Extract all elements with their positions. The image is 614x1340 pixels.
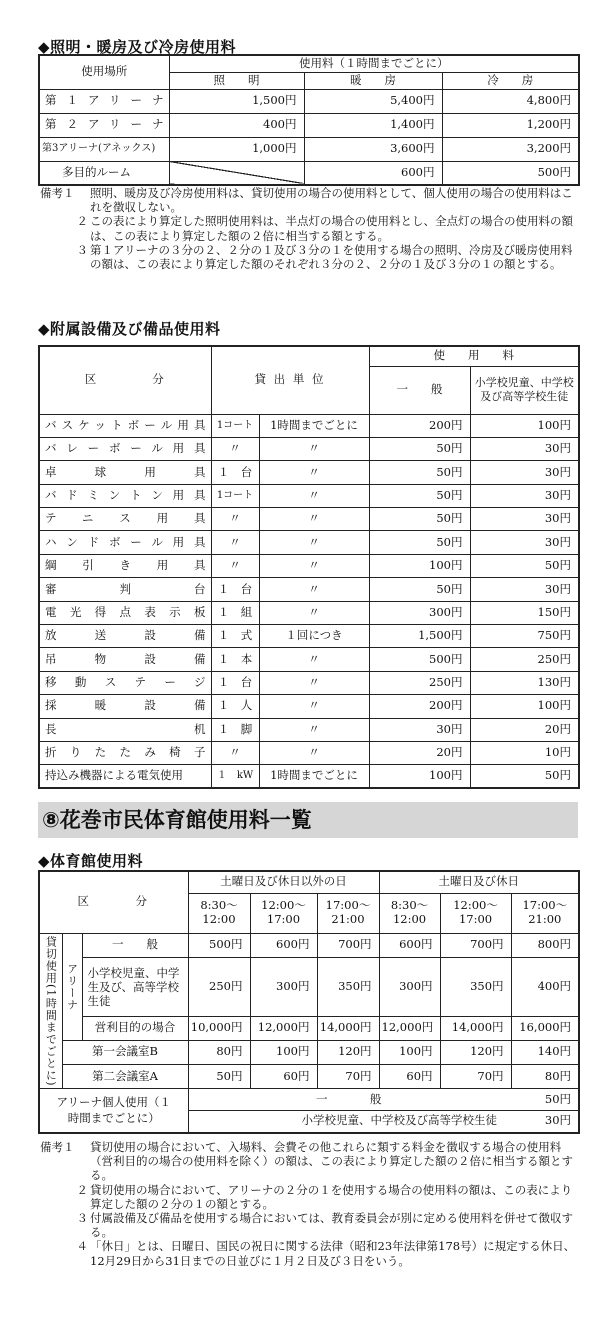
table-row	[39, 765, 579, 788]
student-fee: 50円	[470, 554, 579, 577]
fee-cell: 100円	[379, 1040, 440, 1064]
table-row	[39, 414, 579, 437]
light-cell: 1,000円	[169, 137, 304, 161]
table-row	[39, 1064, 579, 1088]
unit-b: 〃	[259, 461, 369, 484]
col-heat: 暖 房	[304, 72, 442, 89]
table-row	[39, 933, 579, 957]
place-cell: 多目的ルーム	[39, 161, 169, 185]
table-row	[39, 718, 579, 741]
light-cell: 400円	[169, 113, 304, 137]
gym-heading: ◆体育館使用料	[38, 852, 144, 870]
lighting-notes	[40, 186, 580, 272]
unit-a: 〃	[211, 741, 259, 764]
table-row	[39, 437, 579, 460]
place-cell: 第１アリーナ	[39, 89, 169, 113]
note-label: 備考１	[40, 186, 75, 200]
equipment-name: 採暖設備	[39, 695, 211, 718]
empty-diagonal-cell	[169, 161, 304, 185]
student-fee: 30円	[470, 461, 579, 484]
slot-header: 8:30～12:00	[188, 893, 250, 933]
slot-header: 17:00～21:00	[317, 893, 379, 933]
note-label: ４	[76, 1239, 88, 1254]
fee-cell: 50円	[188, 1064, 250, 1088]
general-fee: 1,500円	[369, 625, 470, 648]
cool-cell: 500円	[442, 161, 579, 185]
equipment-name: 審判台	[39, 578, 211, 601]
student-fee: 30円	[470, 484, 579, 507]
fee-cell: 12,000円	[379, 1016, 440, 1040]
table-row	[39, 601, 579, 624]
student-fee: 30円	[470, 437, 579, 460]
table-row	[39, 137, 579, 161]
cool-cell: 1,200円	[442, 113, 579, 137]
student-fee: 100円	[470, 414, 579, 437]
unit-a: １ 台	[211, 671, 259, 694]
heat-cell: 5,400円	[304, 89, 442, 113]
fee-cell: 100円	[250, 1040, 317, 1064]
note-label: ２	[76, 1182, 88, 1197]
unit-a: 1コート	[211, 414, 259, 437]
table-row	[39, 554, 579, 577]
equipment-name: バドミントン用具	[39, 484, 211, 507]
general-fee: 50円	[369, 461, 470, 484]
fee-cell: 10,000円	[188, 1016, 250, 1040]
note-item	[40, 186, 580, 215]
equipment-name: 持込み機器による電気使用	[39, 765, 211, 788]
general-fee: 50円	[369, 437, 470, 460]
unit-b: 〃	[259, 554, 369, 577]
unit-b: 〃	[259, 578, 369, 601]
fee-cell: 80円	[511, 1064, 579, 1088]
col-weekend: 土曜日及び休日	[379, 871, 579, 893]
row-label: 小学校児童、中学生及び、高等学校生徒	[82, 957, 188, 1016]
table-row	[39, 113, 579, 137]
place-cell: 第3アリーナ(アネックス)	[39, 137, 169, 161]
fee-cell: 350円	[317, 957, 379, 1016]
note-item	[62, 214, 580, 242]
student-fee: 30円	[470, 508, 579, 531]
general-fee: 100円	[369, 765, 470, 788]
unit-a: １ 台	[211, 578, 259, 601]
col-kubun: 区 分	[39, 346, 211, 414]
general-fee: 100円	[369, 554, 470, 577]
table-row	[39, 89, 579, 113]
table-row	[39, 1089, 579, 1111]
student-fee: 30円	[470, 578, 579, 601]
individual-student-label: 小学校児童、中学校及び高等学校生徒	[188, 1111, 511, 1133]
note-text: 第１アリーナの３分の２、２分の１及び３分の１を使用する場合の照明、冷房及び暖房使用料の額は、この表により算定した額のそれぞれ３分の２、２分の１及び３分の１の額とする。	[90, 242, 573, 272]
col-place: 使用場所	[39, 55, 169, 89]
lighting-heading: ◆照明・暖房及び冷房使用料	[38, 38, 237, 56]
note-label: ３	[76, 242, 88, 257]
equipment-name: バレーボール用具	[39, 437, 211, 460]
equipment-name: テニス用具	[39, 508, 211, 531]
rental-label: 貸切使用(1時間までごとに)	[39, 933, 62, 1089]
unit-b: １回につき	[259, 625, 369, 648]
fee-cell: 16,000円	[511, 1016, 579, 1040]
unit-b: 〃	[259, 695, 369, 718]
fee-cell: 700円	[440, 933, 511, 957]
unit-b: 〃	[259, 437, 369, 460]
equipment-name: 卓球用具	[39, 461, 211, 484]
row-label: 第二会議室A	[62, 1064, 188, 1088]
row-label: 一 般	[82, 933, 188, 957]
general-fee: 50円	[369, 531, 470, 554]
col-weekday: 土曜日及び休日以外の日	[188, 871, 379, 893]
general-fee: 30円	[369, 718, 470, 741]
fee-cell: 12,000円	[250, 1016, 317, 1040]
general-fee: 200円	[369, 695, 470, 718]
individual-student-value: 30円	[511, 1111, 579, 1133]
student-fee: 100円	[470, 695, 579, 718]
unit-a: １ 本	[211, 648, 259, 671]
fee-cell: 120円	[440, 1040, 511, 1064]
unit-a: 〃	[211, 554, 259, 577]
note-text: 照明、暖房及び冷房使用料は、貸切使用の場合の使用料として、個人使用の場合の使用料はこれを徴収しない。	[90, 186, 573, 215]
fee-cell: 350円	[440, 957, 511, 1016]
equipment-name: バスケットボール用具	[39, 414, 211, 437]
equipment-name: 吊物設備	[39, 648, 211, 671]
col-cool: 冷 房	[442, 72, 579, 89]
individual-label: アリーナ個人使用（１時間までごとに）	[39, 1089, 188, 1133]
student-fee: 750円	[470, 625, 579, 648]
table-row	[39, 695, 579, 718]
table-row	[39, 578, 579, 601]
fee-cell: 140円	[511, 1040, 579, 1064]
note-item	[62, 243, 580, 271]
cool-cell: 3,200円	[442, 137, 579, 161]
note-item	[40, 1140, 580, 1183]
unit-b: 〃	[259, 508, 369, 531]
table-row	[39, 671, 579, 694]
arena-label: アリーナ	[62, 933, 82, 1040]
student-fee: 150円	[470, 601, 579, 624]
heat-cell: 3,600円	[304, 137, 442, 161]
student-fee: 50円	[470, 765, 579, 788]
heat-cell: 600円	[304, 161, 442, 185]
unit-b: 〃	[259, 484, 369, 507]
fee-cell: 600円	[379, 933, 440, 957]
col-fee: 使 用 料	[369, 346, 579, 366]
fee-cell: 120円	[317, 1040, 379, 1064]
individual-general-value: 50円	[511, 1089, 579, 1111]
unit-a: １ 式	[211, 625, 259, 648]
individual-general-label: 一 般	[188, 1089, 511, 1111]
unit-a: １ 脚	[211, 718, 259, 741]
student-fee: 10円	[470, 741, 579, 764]
row-label: 営利目的の場合	[82, 1016, 188, 1040]
fee-cell: 60円	[379, 1064, 440, 1088]
section-banner: ⑧花巻市民体育館使用料一覧	[38, 802, 578, 838]
table-row	[39, 741, 579, 764]
unit-b: 〃	[259, 671, 369, 694]
note-text: 付属設備及び備品を使用する場合においては、教育委員会が別に定める使用料を併せて徴収する。	[90, 1211, 573, 1240]
equipment-name: ハンドボール用具	[39, 531, 211, 554]
fee-cell: 80円	[188, 1040, 250, 1064]
table-row	[39, 484, 579, 507]
note-label: ２	[76, 214, 88, 229]
table-row	[39, 161, 579, 185]
student-fee: 20円	[470, 718, 579, 741]
heat-cell: 1,400円	[304, 113, 442, 137]
unit-b: 1時間までごとに	[259, 414, 369, 437]
general-fee: 500円	[369, 648, 470, 671]
unit-a: １ 組	[211, 601, 259, 624]
equipment-rows	[39, 414, 579, 788]
fee-cell: 300円	[250, 957, 317, 1016]
unit-b: 1時間までごとに	[259, 765, 369, 788]
fee-cell: 400円	[511, 957, 579, 1016]
fee-cell: 14,000円	[440, 1016, 511, 1040]
student-fee: 130円	[470, 671, 579, 694]
gym-fee-table	[38, 870, 580, 1134]
table-row	[39, 508, 579, 531]
col-fee: 使用料（１時間までごとに）	[169, 55, 579, 72]
note-item	[62, 1183, 580, 1211]
general-fee: 200円	[369, 414, 470, 437]
gym-notes	[40, 1140, 580, 1268]
col-light: 照 明	[169, 72, 304, 89]
unit-b: 〃	[259, 741, 369, 764]
unit-a: １ kW	[211, 765, 259, 788]
unit-b: 〃	[259, 531, 369, 554]
general-fee: 50円	[369, 508, 470, 531]
unit-a: 〃	[211, 531, 259, 554]
general-fee: 300円	[369, 601, 470, 624]
general-fee: 50円	[369, 578, 470, 601]
table-row	[39, 625, 579, 648]
note-item	[62, 1211, 580, 1239]
unit-b: 〃	[259, 718, 369, 741]
fee-cell: 300円	[379, 957, 440, 1016]
unit-b: 〃	[259, 601, 369, 624]
note-label: ３	[76, 1211, 88, 1226]
slot-header: 12:00～17:00	[440, 893, 511, 933]
fee-cell: 70円	[317, 1064, 379, 1088]
equipment-name: 電光得点表示板	[39, 601, 211, 624]
unit-a: 〃	[211, 437, 259, 460]
table-row	[39, 1040, 579, 1064]
unit-b: 〃	[259, 648, 369, 671]
note-text: この表により算定した照明使用料は、半点灯の場合の使用料とし、全点灯の場合の使用料の額は、この表により算定した額の２倍に相当する額とする。	[90, 214, 573, 243]
equipment-heading: ◆附属設備及び備品使用料	[38, 320, 221, 338]
fee-cell: 60円	[250, 1064, 317, 1088]
row-label: 第一会議室B	[62, 1040, 188, 1064]
note-label: 備考１	[40, 1140, 75, 1154]
equipment-name: 長机	[39, 718, 211, 741]
col-general: 一 般	[369, 366, 470, 414]
fee-cell: 70円	[440, 1064, 511, 1088]
general-fee: 250円	[369, 671, 470, 694]
cool-cell: 4,800円	[442, 89, 579, 113]
student-fee: 30円	[470, 531, 579, 554]
student-fee: 250円	[470, 648, 579, 671]
equipment-name: 折りたたみ椅子	[39, 741, 211, 764]
unit-a: 〃	[211, 508, 259, 531]
equipment-name: 移動ステージ	[39, 671, 211, 694]
note-text: 貸切使用の場合において、アリーナの２分の１を使用する場合の使用料の額は、この表により算定した額の２分の１の額とする。	[90, 1182, 573, 1211]
slot-header: 8:30～12:00	[379, 893, 440, 933]
equipment-name: 綱引き用具	[39, 554, 211, 577]
equipment-name: 放送設備	[39, 625, 211, 648]
col-kubun: 区 分	[39, 871, 188, 933]
col-student: 小学校児童、中学校及び高等学校生徒	[470, 366, 579, 414]
table-row	[39, 531, 579, 554]
place-cell: 第２アリーナ	[39, 113, 169, 137]
note-text: 貸切使用の場合において、入場料、会費その他これらに類する料金を徴収する場合の使用料（営利目的の場合の使用料を除く）の額は、この表により算定した額の２倍に相当する額とする。	[90, 1140, 573, 1183]
unit-a: １ 人	[211, 695, 259, 718]
slot-header: 17:00～21:00	[511, 893, 579, 933]
slot-header: 12:00～17:00	[250, 893, 317, 933]
table-row	[39, 1016, 579, 1040]
fee-cell: 800円	[511, 933, 579, 957]
unit-a: 1コート	[211, 484, 259, 507]
fee-cell: 500円	[188, 933, 250, 957]
col-unit: 貸 出 単 位	[211, 346, 369, 414]
general-fee: 20円	[369, 741, 470, 764]
light-cell: 1,500円	[169, 89, 304, 113]
fee-cell: 250円	[188, 957, 250, 1016]
fee-cell: 700円	[317, 933, 379, 957]
table-row	[39, 957, 579, 1016]
lighting-fee-table	[38, 54, 580, 186]
fee-cell: 14,000円	[317, 1016, 379, 1040]
note-item	[62, 1239, 580, 1267]
general-fee: 50円	[369, 484, 470, 507]
table-row	[39, 461, 579, 484]
fee-cell: 600円	[250, 933, 317, 957]
equipment-fee-table	[38, 345, 580, 789]
unit-a: １ 台	[211, 461, 259, 484]
table-row	[39, 648, 579, 671]
note-text: 「休日」とは、日曜日、国民の祝日に関する法律（昭和23年法律第178号）に規定する休日、12月29日から31日までの日並びに１月２日及び３日をいう。	[90, 1239, 576, 1268]
